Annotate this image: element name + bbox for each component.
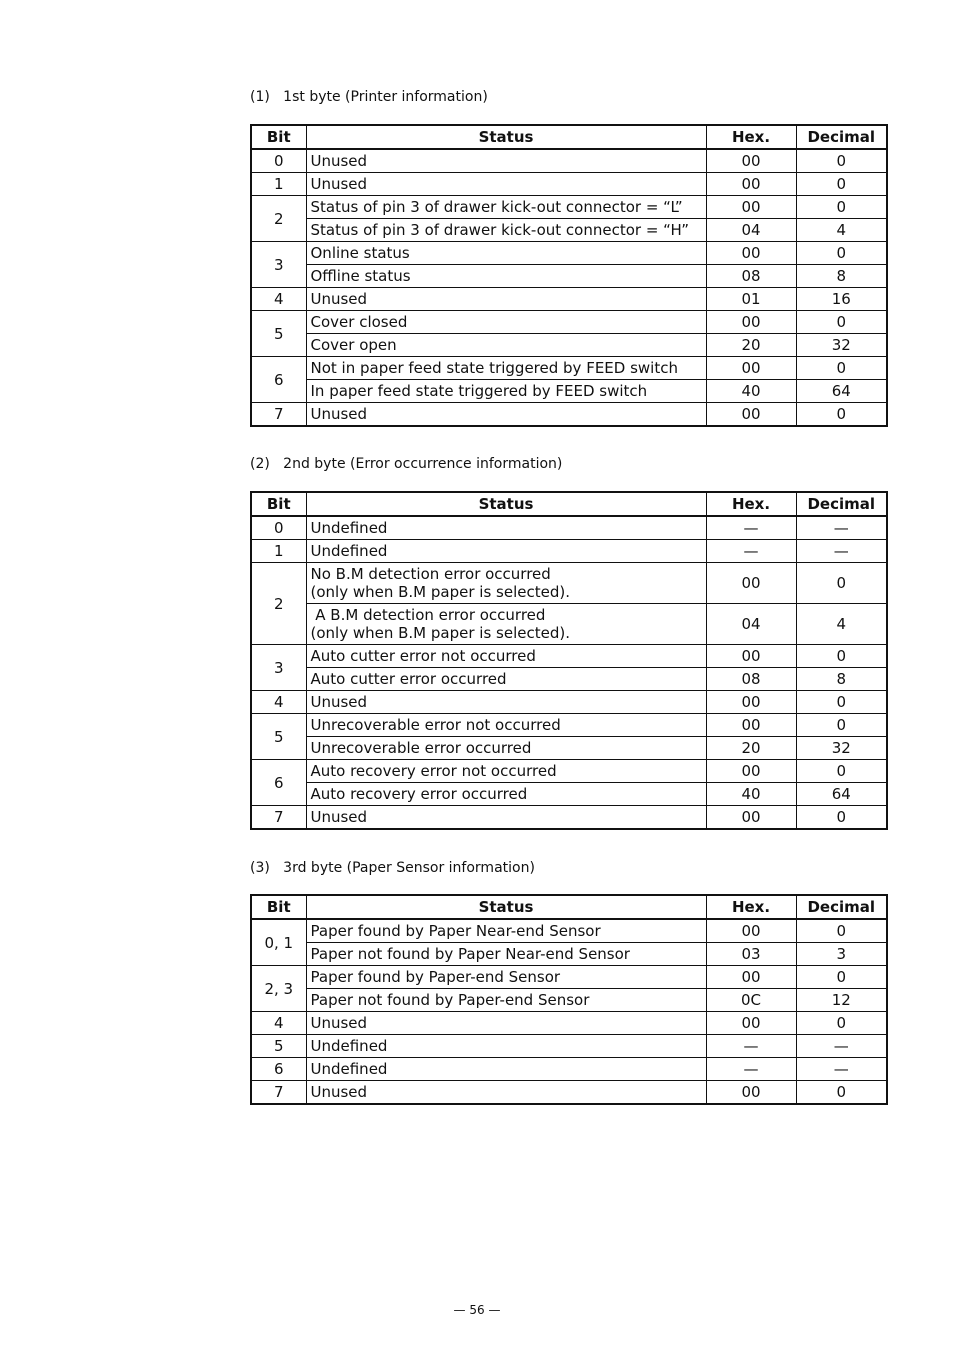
hex-cell: 00 — [706, 691, 796, 714]
decimal-cell: 0 — [796, 357, 887, 380]
hex-cell: 0C — [706, 989, 796, 1012]
header-decimal: Decimal — [796, 125, 887, 149]
hex-cell: 00 — [706, 563, 796, 604]
status-cell: In paper feed state triggered by FEED switch — [306, 380, 706, 403]
table-row — [251, 1012, 887, 1035]
decimal-cell: 0 — [796, 760, 887, 783]
table-row — [251, 1035, 887, 1058]
bit-cell: 1 — [251, 540, 306, 563]
hex-cell: 00 — [706, 806, 796, 830]
decimal-cell: 64 — [796, 783, 887, 806]
hex-cell: 03 — [706, 943, 796, 966]
header-status: Status — [306, 125, 706, 149]
table-row — [251, 919, 887, 943]
bit-cell: 4 — [251, 288, 306, 311]
bit-table — [250, 894, 888, 1105]
table-row — [251, 760, 887, 783]
decimal-cell: 16 — [796, 288, 887, 311]
hex-cell: 04 — [706, 604, 796, 645]
hex-cell: 08 — [706, 265, 796, 288]
hex-cell: 00 — [706, 242, 796, 265]
header-hex: Hex. — [706, 895, 796, 919]
bit-cell: 7 — [251, 403, 306, 427]
status-cell: Paper found by Paper-end Sensor — [306, 966, 706, 989]
table-row — [251, 783, 887, 806]
status-cell: Unused — [306, 1081, 706, 1105]
hex-cell: 00 — [706, 760, 796, 783]
table-row — [251, 691, 887, 714]
bit-cell: 6 — [251, 357, 306, 403]
table-row — [251, 380, 887, 403]
bit-cell: 6 — [251, 1058, 306, 1081]
bit-cell: 2 — [251, 196, 306, 242]
status-cell: Paper not found by Paper-end Sensor — [306, 989, 706, 1012]
status-cell: Status of pin 3 of drawer kick-out connector = “H” — [306, 219, 706, 242]
header-decimal: Decimal — [796, 895, 887, 919]
table-row — [251, 1081, 887, 1105]
status-cell — [306, 563, 706, 604]
table-row — [251, 173, 887, 196]
decimal-cell: 12 — [796, 989, 887, 1012]
decimal-cell: 32 — [796, 334, 887, 357]
hex-cell: 00 — [706, 311, 796, 334]
status-cell: Unrecoverable error occurred — [306, 737, 706, 760]
table-row — [251, 737, 887, 760]
table-row — [251, 288, 887, 311]
status-cell: Unused — [306, 691, 706, 714]
status-cell: Offline status — [306, 265, 706, 288]
table-header-row — [251, 895, 887, 919]
status-cell: Undefined — [306, 1058, 706, 1081]
table-row — [251, 334, 887, 357]
table-header-row — [251, 125, 887, 149]
status-cell — [306, 604, 706, 645]
section-title: (2) 2nd byte (Error occurrence information) — [250, 456, 563, 472]
table-row — [251, 311, 887, 334]
bit-cell: 4 — [251, 1012, 306, 1035]
hex-cell: 00 — [706, 966, 796, 989]
status-line: A B.M detection error occurred — [310, 606, 546, 624]
header-status: Status — [306, 492, 706, 516]
bit-cell: 5 — [251, 311, 306, 357]
hex-cell: 00 — [706, 357, 796, 380]
decimal-cell: 0 — [796, 1012, 887, 1035]
hex-cell: 00 — [706, 149, 796, 173]
table-header-row — [251, 492, 887, 516]
header-bit: Bit — [251, 895, 306, 919]
status-cell: Undefined — [306, 516, 706, 540]
bit-cell: 2 — [251, 563, 306, 645]
decimal-cell: 0 — [796, 149, 887, 173]
decimal-cell: 0 — [796, 691, 887, 714]
bit-cell: 1 — [251, 173, 306, 196]
decimal-cell: — — [796, 516, 887, 540]
status-cell: Paper not found by Paper Near-end Sensor — [306, 943, 706, 966]
hex-cell: 00 — [706, 1012, 796, 1035]
decimal-cell: 0 — [796, 806, 887, 830]
header-hex: Hex. — [706, 492, 796, 516]
hex-cell: — — [706, 516, 796, 540]
table-row — [251, 714, 887, 737]
hex-cell: 00 — [706, 714, 796, 737]
table-row — [251, 403, 887, 427]
bit-cell: 0, 1 — [251, 919, 306, 966]
bit-table — [250, 124, 888, 427]
hex-cell: 00 — [706, 1081, 796, 1105]
status-cell: Paper found by Paper Near-end Sensor — [306, 919, 706, 943]
decimal-cell: — — [796, 1058, 887, 1081]
table-row — [251, 516, 887, 540]
hex-cell: — — [706, 1035, 796, 1058]
bit-cell: 4 — [251, 691, 306, 714]
hex-cell: 20 — [706, 334, 796, 357]
decimal-cell: — — [796, 540, 887, 563]
header-bit: Bit — [251, 125, 306, 149]
status-cell: Unused — [306, 149, 706, 173]
hex-cell: 00 — [706, 196, 796, 219]
table-row — [251, 943, 887, 966]
table-row — [251, 357, 887, 380]
hex-cell: 20 — [706, 737, 796, 760]
hex-cell: 04 — [706, 219, 796, 242]
table-row — [251, 966, 887, 989]
decimal-cell: 3 — [796, 943, 887, 966]
hex-cell: 08 — [706, 668, 796, 691]
decimal-cell: 0 — [796, 311, 887, 334]
status-cell: Unused — [306, 806, 706, 830]
table-row — [251, 668, 887, 691]
status-line: (only when B.M paper is selected). — [310, 624, 570, 642]
decimal-cell: — — [796, 1035, 887, 1058]
header-status: Status — [306, 895, 706, 919]
bit-cell: 7 — [251, 1081, 306, 1105]
decimal-cell: 0 — [796, 1081, 887, 1105]
bit-cell: 5 — [251, 714, 306, 760]
hex-cell: 00 — [706, 645, 796, 668]
status-cell: Auto cutter error not occurred — [306, 645, 706, 668]
status-cell: Auto recovery error not occurred — [306, 760, 706, 783]
header-bit: Bit — [251, 492, 306, 516]
bit-cell: 6 — [251, 760, 306, 806]
status-line: (only when B.M paper is selected). — [310, 583, 570, 601]
bit-cell: 3 — [251, 242, 306, 288]
table-row — [251, 563, 887, 604]
status-cell: Status of pin 3 of drawer kick-out connector = “L” — [306, 196, 706, 219]
bit-cell: 5 — [251, 1035, 306, 1058]
header-decimal: Decimal — [796, 492, 887, 516]
decimal-cell: 0 — [796, 242, 887, 265]
hex-cell: — — [706, 540, 796, 563]
status-cell: Undefined — [306, 540, 706, 563]
table-row — [251, 265, 887, 288]
table-row — [251, 989, 887, 1012]
table-row — [251, 645, 887, 668]
bit-cell: 7 — [251, 806, 306, 830]
decimal-cell: 4 — [796, 219, 887, 242]
header-hex: Hex. — [706, 125, 796, 149]
bit-cell: 3 — [251, 645, 306, 691]
status-cell: Unused — [306, 1012, 706, 1035]
table-row — [251, 806, 887, 830]
bit-table — [250, 491, 888, 830]
decimal-cell: 4 — [796, 604, 887, 645]
hex-cell: 40 — [706, 380, 796, 403]
hex-cell: 01 — [706, 288, 796, 311]
status-cell: Unused — [306, 173, 706, 196]
status-cell: Not in paper feed state triggered by FEED switch — [306, 357, 706, 380]
hex-cell: — — [706, 1058, 796, 1081]
table-row — [251, 242, 887, 265]
decimal-cell: 0 — [796, 966, 887, 989]
status-cell: Undefined — [306, 1035, 706, 1058]
decimal-cell: 0 — [796, 714, 887, 737]
status-line: No B.M detection error occurred — [310, 565, 551, 583]
status-cell: Unused — [306, 288, 706, 311]
section-title: (1) 1st byte (Printer information) — [250, 89, 488, 105]
status-cell: Unused — [306, 403, 706, 427]
decimal-cell: 0 — [796, 196, 887, 219]
hex-cell: 00 — [706, 403, 796, 427]
decimal-cell: 0 — [796, 645, 887, 668]
page-number: — 56 — — [453, 1303, 501, 1317]
decimal-cell: 0 — [796, 919, 887, 943]
table-row — [251, 604, 887, 645]
hex-cell: 40 — [706, 783, 796, 806]
status-cell: Cover open — [306, 334, 706, 357]
status-cell: Auto cutter error occurred — [306, 668, 706, 691]
table-row — [251, 219, 887, 242]
decimal-cell: 0 — [796, 403, 887, 427]
status-cell: Unrecoverable error not occurred — [306, 714, 706, 737]
table-row — [251, 540, 887, 563]
status-cell: Cover closed — [306, 311, 706, 334]
section-title: (3) 3rd byte (Paper Sensor information) — [250, 860, 535, 876]
table-row — [251, 1058, 887, 1081]
bit-cell: 0 — [251, 149, 306, 173]
decimal-cell: 32 — [796, 737, 887, 760]
table-row — [251, 149, 887, 173]
status-cell: Online status — [306, 242, 706, 265]
bit-cell: 2, 3 — [251, 966, 306, 1012]
status-cell: Auto recovery error occurred — [306, 783, 706, 806]
hex-cell: 00 — [706, 173, 796, 196]
decimal-cell: 0 — [796, 563, 887, 604]
hex-cell: 00 — [706, 919, 796, 943]
decimal-cell: 8 — [796, 668, 887, 691]
bit-cell: 0 — [251, 516, 306, 540]
decimal-cell: 8 — [796, 265, 887, 288]
decimal-cell: 64 — [796, 380, 887, 403]
table-row — [251, 196, 887, 219]
decimal-cell: 0 — [796, 173, 887, 196]
